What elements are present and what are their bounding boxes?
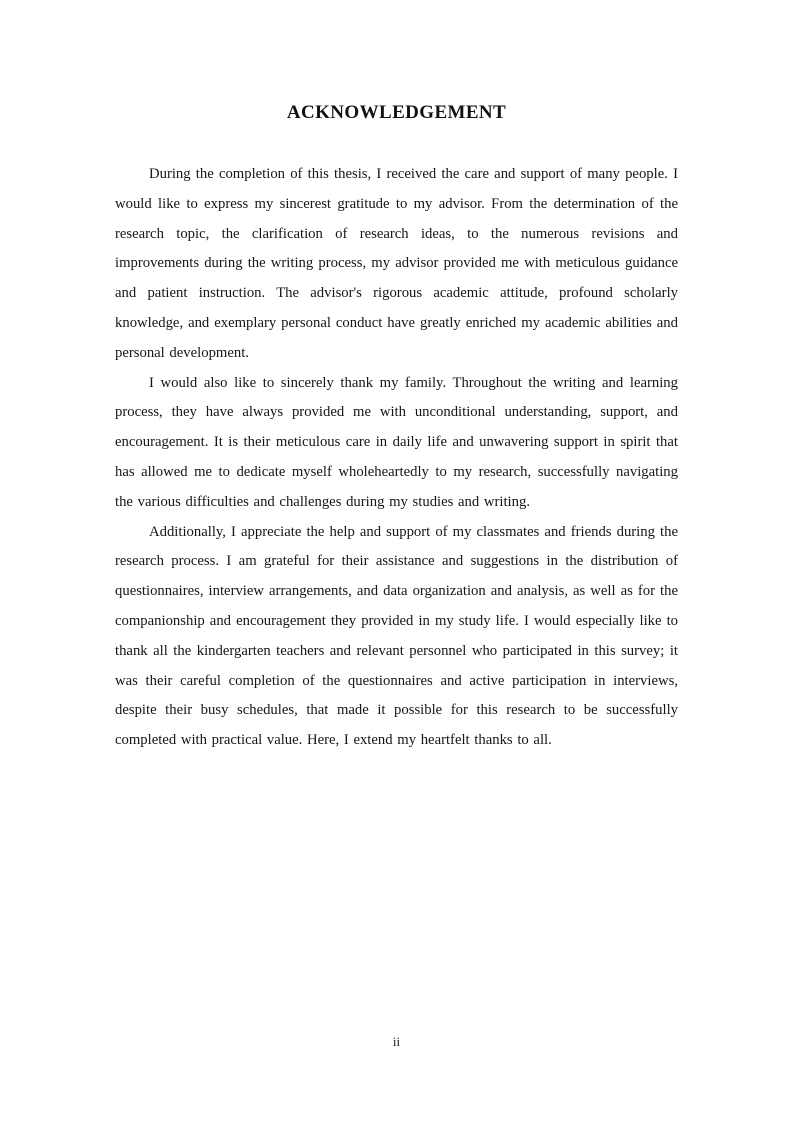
document-body (115, 160, 678, 756)
acknowledgement-paragraph-3: Additionally, I appreciate the help and support of my classmates and friends during the research process. I am grateful for their assistance and suggestions in the distribution of questionnaires, interview arrangements, and data organization and analysis, as well as for the companionship and encouragement they provided in my study life. I would especially like to thank all the kindergarten teachers and relevant personnel who participated in this survey; it was their careful completion of the questionnaires and active participation in interviews, despite their busy schedules, that made it possible for this research to be successfully completed with practical value. Here, I extend my heartfelt thanks to all. (115, 523, 678, 749)
page-title: ACKNOWLEDGEMENT (286, 102, 507, 123)
page-number: ii (392, 1034, 401, 1049)
acknowledgement-paragraph-1: During the completion of this thesis, I received the care and support of many people. I would like to express my sincerest gratitude to my advisor. From the determination of the research topic, the clarification of research ideas, to the numerous revisions and improvements during the writing process, my advisor provided me with meticulous guidance and patient instruction. The advisor's rigorous academic attitude, profound scholarly knowledge, and exemplary personal conduct have greatly enriched my academic abilities and personal development. (115, 166, 678, 361)
acknowledgement-paragraph-2: I would also like to sincerely thank my family. Throughout the writing and learning process, they have always provided me with unconditional understanding, support, and encouragement. It is their meticulous care in daily life and unwavering support in spirit that has allowed me to dedicate myself wholeheartedly to my research, successfully navigating the various difficulties and challenges during my studies and writing. (115, 374, 678, 510)
